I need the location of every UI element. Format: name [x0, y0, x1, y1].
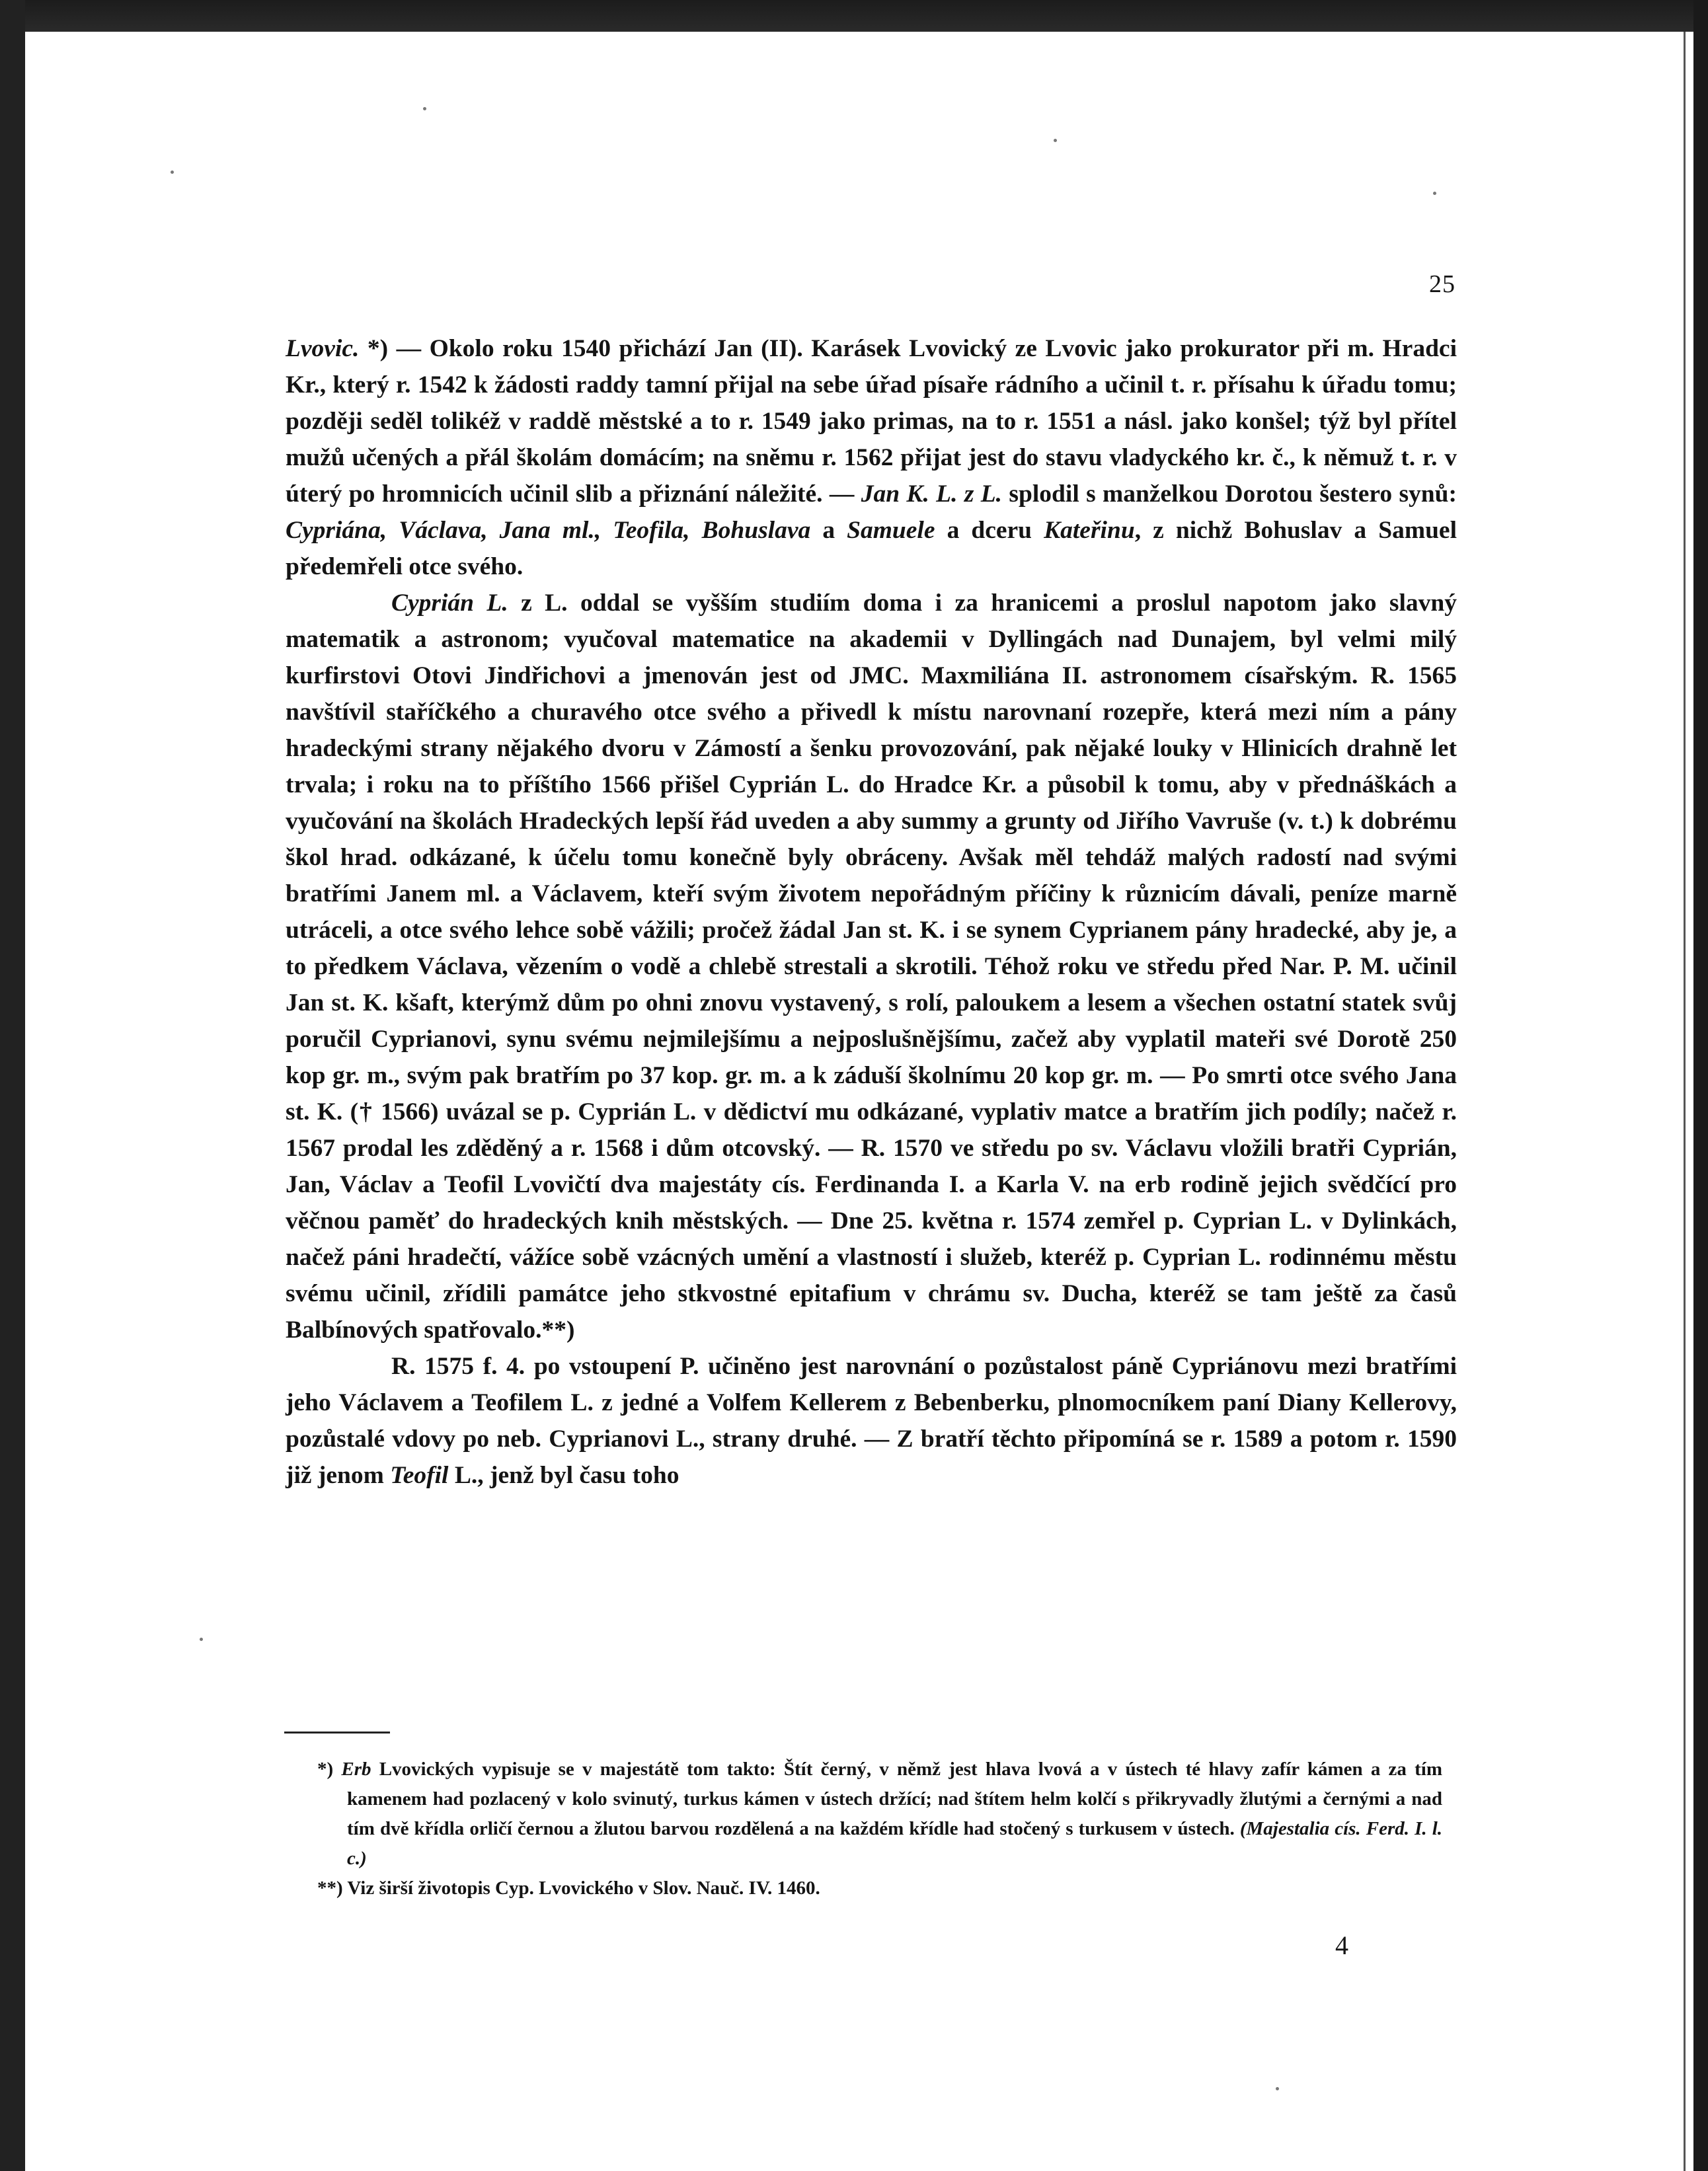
- scan-speck: [171, 171, 174, 174]
- text-span: Samuele: [847, 517, 935, 544]
- text-span: z L. oddal se vyšším studiím doma i za hranicemi a proslul napotom jako slavný matematik a astronom; vyučoval matematice na akademii v Dyllingách nad Dunajem, byl velmi milý kurfirstovi Otovi Jindřichovi a jmenován jest od JMC. Maxmiliána II. astronomem císařským. R. 1565 navštívil staříčkého a churavého otce svého a přivedl k místu narovnaní rozepře, která mezi ním a pány hradeckými strany nějakého dvoru v Zámostí a šenku provozování, pak nějaké louky v Hlinicích drahně let trvala; i roku na to příštího 1566 přišel Cyprián L. do Hradce Kr. a působil k tomu, aby v přednáškách a vyučování na školách Hradeckých lepší řád uveden a aby summy a grunty od Jiřího Vavruše (v. t.) k dobrému škol hrad. odkázané, k účelu tomu konečně byly obráceny. Avšak měl tehdáž malých radostí nad svými bratřími Janem ml. a Václavem, kteří svým životem nepořádným příčiny k různicím dávali, peníze marně utráceli, a otce svého lehce sobě vážili; pročež žádal Jan st. K. i se synem Cyprianem pány hradecké, aby je, a to předkem Václava, vězením o vodě a chlebě strestali a skrotili. Téhož roku ve středu před Nar. P. M. učinil Jan st. K. kšaft, kterýmž dům po ohni znovu vystavený, s rolí, paloukem a lesem a všechen ostatní statek svůj poručil Cyprianovi, synu svému nejmilejšímu a nejposlušnějšímu, začež aby vyplatil mateři své Dorotě 250 kop gr. m., svým pak bratřím po 37 kop. gr. m. a k záduší školnímu 20 kop gr. m. — Po smrti otce svého Jana st. K. († 1566) uvázal se p. Cyprián L. v dědictví mu odkázané, vyplativ matce a bratřím jich podíly; načež r. 1567 prodal les zděděný a r. 1568 i dům otcovský. — R. 1570 ve středu po sv. Václavu vložili bratři Cyprián, Jan, Václav a Teofil Lvovičtí dva majestáty cís. Ferdinanda I. a Karla V. na erb rodině jejich svědčící pro věčnou paměť do hradeckých knih městských. — Dne 25. května r. 1574 zemřel p. Cyprian L. v Dylinkách, načež páni hradečtí, vážíce sobě vzácných umění a vlastností i služeb, kteréž p. Cyprian L. rodinnému městu svému učinil, zřídili památce jeho stkvostné epitafium v chrámu sv. Ducha, kteréž se tam ještě za časů Balbínových spatřovalo.**): [286, 590, 1457, 1344]
- page-number: 25: [1429, 270, 1456, 298]
- scan-border-right-line: [1684, 32, 1686, 2171]
- scan-border-top: [0, 0, 1708, 32]
- footnote-2: [317, 1874, 1442, 1903]
- main-text: [286, 330, 1457, 1494]
- text-span: Viz širší životopis Cyp. Lvovického v Slov. Nauč. IV. 1460.: [342, 1878, 820, 1899]
- text-span: Lvovických vypisuje se v majestátě tom takto: Štít černý, v němž jest hlava lvová a v ústech té hlavy zafír kámen a za tím kamenem had pozlacený v kolo svinutý, turkus kámen v ústech držící; nad štítem helm kolčí s přikryvadly žlutými a černými a nad tím dvě křídla orličí černou a žlutou barvou rozdělená a na každém křídle had stočený s turkusem v ústech.: [347, 1759, 1442, 1839]
- scan-border-left: [0, 0, 25, 2171]
- footnote-marker: **): [317, 1878, 343, 1899]
- text-span: (Majestalia cís. Ferd. I. l. c.): [347, 1818, 1443, 1869]
- text-span: a dceru: [935, 517, 1044, 544]
- text-span: a: [810, 517, 847, 544]
- signature-mark: 4: [1335, 1930, 1348, 1960]
- scan-speck: [423, 107, 426, 110]
- scan-speck: [1054, 139, 1057, 142]
- scan-border-right: [1693, 0, 1708, 2171]
- text-span: splodil s manželkou Dorotou šestero synů:: [1002, 480, 1457, 508]
- text-span: Erb: [341, 1759, 371, 1780]
- footnotes: [317, 1755, 1442, 1903]
- text-span: Cypriána, Václava, Jana ml., Teofila, Bohuslava: [286, 517, 811, 544]
- text-span: L., jenž byl času toho: [448, 1462, 679, 1489]
- text-span: R. 1575 f. 4. po vstoupení P. učiněno jest narovnání o pozůstalost páně Cypriánovu mezi bratřími jeho Václavem a Teofilem L. z jedné a Volfem Kellerem z Bebenberku, plnomocníkem paní Diany Kellerovy, pozůstalé vdovy po neb. Cyprianovi L., strany druhé. — Z bratří těchto připomíná se r. 1589 a potom r. 1590 již jenom: [286, 1353, 1457, 1489]
- text-span: , z nichž Bohuslav a Samuel předemřeli otce svého.: [286, 517, 1457, 580]
- footnote-1: [317, 1755, 1443, 1874]
- footnote-marker: *): [317, 1759, 334, 1780]
- scan-speck: [1433, 192, 1436, 195]
- text-span: Teofil: [390, 1462, 449, 1489]
- paragraph-3: [286, 1348, 1457, 1494]
- text-span: Cyprián L.: [391, 590, 508, 617]
- scan-speck: [1276, 2087, 1279, 2090]
- footnote-rule: [284, 1732, 390, 1733]
- paragraph-2: [286, 585, 1457, 1348]
- scan-speck: [200, 1638, 203, 1641]
- text-span: Jan K. L. z L.: [861, 480, 1003, 508]
- paragraph-1: [286, 330, 1457, 585]
- text-span: Lvovic.: [286, 335, 360, 362]
- text-span: Kateřinu: [1044, 517, 1135, 544]
- text-span: *) — Okolo roku 1540 přichází Jan (II). Karásek Lvovický ze Lvovic jako prokurator při m. Hradci Kr., který r. 1542 k žádosti raddy tamní přijal na sebe úřad písaře rádního a učinil t. r. přísahu k úřadu tomu; později seděl tolikéž v raddě městské a to r. 1549 jako primas, na to r. 1551 a násl. jako konšel; týž byl přítel mužů učených a přál školám domácím; na sněmu r. 1562 přijat jest do stavu vladyckého kr. č., k němuž t. r. v úterý po hromnicích učinil slib a přiznání náležité. —: [286, 335, 1457, 508]
